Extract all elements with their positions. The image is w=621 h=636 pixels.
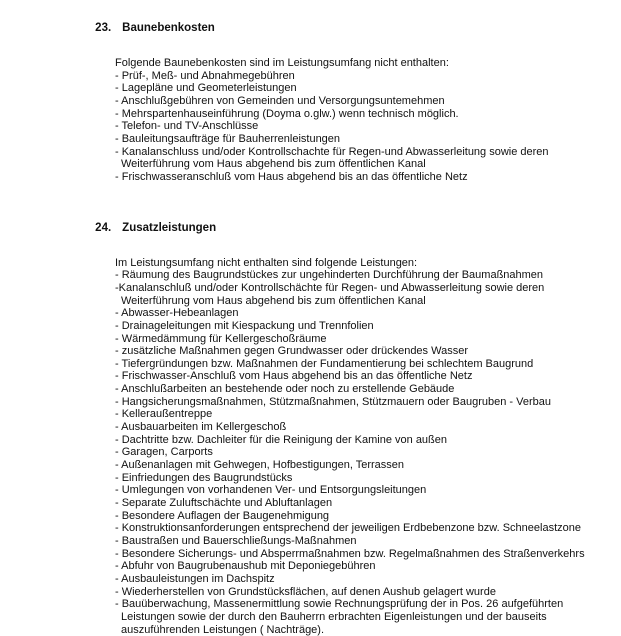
list-line: - Ausbauleistungen im Dachspitz xyxy=(115,572,275,585)
list-line: - Telefon- und TV-Anschlüsse xyxy=(115,120,259,133)
list-line: - Anschlußarbeiten an bestehende oder noch zu erstellende Gebäude xyxy=(115,383,455,396)
section-zusatzleistungen xyxy=(0,209,621,636)
section-number: 23. xyxy=(95,22,112,34)
list-line: auszuführenden Leistungen ( Nachträge). xyxy=(121,623,325,636)
list-line: - Räumung des Baugrundstückes zur ungehinderten Durchführung der Baumaßnahmen xyxy=(115,269,544,282)
list-line: - Bauüberwachung, Massenermittlung sowie Rechnungsprüfung der in Pos. 26 aufgeführten xyxy=(115,598,564,611)
list-line: - Hangsicherungsmaßnahmen, Stützmaßnahmen, Stützmauern oder Baugruben - Verbau xyxy=(115,395,551,408)
list-line: - Anschlußgebühren von Gemeinden und Versorgungsuntemehmen xyxy=(115,94,445,107)
list-line: -Kanalanschluß und/oder Kontrollschächte für Regen- und Abwasserleitung sowie deren xyxy=(115,281,545,294)
list-line: - Kanalanschluss und/oder Kontrollschachte für Regen-und Abwasserleitung sowie deren xyxy=(115,145,549,158)
list-line: - Frischwasseranschluß vom Haus abgehend bis an das öffentliche Netz xyxy=(115,170,468,183)
list-line: - Drainageleitungen mit Kiespackung und Trennfolien xyxy=(115,319,374,332)
list-line: - Konstruktionsanforderungen entsprechend der jeweiligen Erdbebenzone bzw. Schneelastzone xyxy=(115,522,581,535)
section-number: 24. xyxy=(95,221,112,234)
list-line: - Besondere Sicherungs- und Absperrmaßnahmen bzw. Regelmaßnahmen des Straßenverkehrs xyxy=(115,547,585,560)
section-title: Zusatzleistungen xyxy=(122,221,217,234)
list-line: - Mehrspartenhauseinführung (Doyma o.glw.) wenn technisch möglich. xyxy=(115,107,459,120)
list-line: - Abwasser-Hebeanlagen xyxy=(115,307,239,320)
section-intro: Im Leistungsumfang nicht enthalten sind folgende Leistungen: xyxy=(115,256,418,269)
list-line: - Einfriedungen des Baugrundstücks xyxy=(115,471,293,484)
list-line: - Umlegungen von vorhandenen Ver- und Entsorgungsleitungen xyxy=(115,484,427,497)
section-heading xyxy=(0,209,621,248)
section-item-list xyxy=(115,269,621,636)
list-line: - Kelleraußentreppe xyxy=(115,408,213,421)
list-line: - Abfuhr von Baugrubenaushub mit Deponiegebühren xyxy=(115,560,376,573)
section-heading xyxy=(0,9,621,48)
list-line: - Ausbauarbeiten im Kellergeschoß xyxy=(115,421,287,434)
list-line: - Dachtritte bzw. Dachleiter für die Reinigung der Kamine von außen xyxy=(115,433,448,446)
section-title: Baunebenkosten xyxy=(122,22,215,34)
list-line: - Lagepläne und Geometerleistungen xyxy=(115,82,297,95)
list-line: - Tiefergründungen bzw. Maßnahmen der Fundamentierung bei schlechtem Baugrund xyxy=(115,357,534,370)
list-line: - Separate Zuluftschächte und Abluftanlagen xyxy=(115,497,333,510)
list-line: - Wiederherstellen von Grundstücksflächen, auf denen Aushub gelagert wurde xyxy=(115,585,496,598)
list-line: - Baustraßen und Bauerschließungs-Maßnahmen xyxy=(115,535,357,547)
list-line: - zusätzliche Maßnahmen gegen Grundwasser oder drückendes Wasser xyxy=(115,345,468,358)
list-line: - Garagen, Carports xyxy=(115,446,213,459)
list-line: - Wärmedämmung für Kellergeschoßräume xyxy=(115,332,327,345)
section-body xyxy=(115,57,621,184)
list-line: - Frischwasser-Anschluß vom Haus abgehend bis an das öffentliche Netz xyxy=(115,370,473,383)
section-body xyxy=(115,257,621,636)
list-line: - Außenanlagen mit Gehwegen, Hofbestigungen, Terrassen xyxy=(115,459,405,472)
list-line: - Prüf-, Meß- und Abnahmegebühren xyxy=(115,69,295,82)
list-line: Leistungen sowie der durch den Bauherrn erbrachten Eigenleistungen und der bauseits xyxy=(121,610,547,623)
list-line: Weiterführung vom Haus abgehend bis zum öffentlichen Kanal xyxy=(121,158,426,171)
list-line: - Besondere Auflagen der Baugenehmigung xyxy=(115,509,330,522)
list-line: - Bauleitungsaufträge für Bauherrenleistungen xyxy=(115,132,341,145)
section-item-list xyxy=(115,70,621,184)
section-baunebenkosten xyxy=(0,9,621,184)
section-intro: Folgende Baunebenkosten sind im Leistungsumfang nicht enthalten: xyxy=(115,57,449,69)
list-line: Weiterführung vom Haus abgehend bis zum öffentlichen Kanal xyxy=(121,294,426,307)
